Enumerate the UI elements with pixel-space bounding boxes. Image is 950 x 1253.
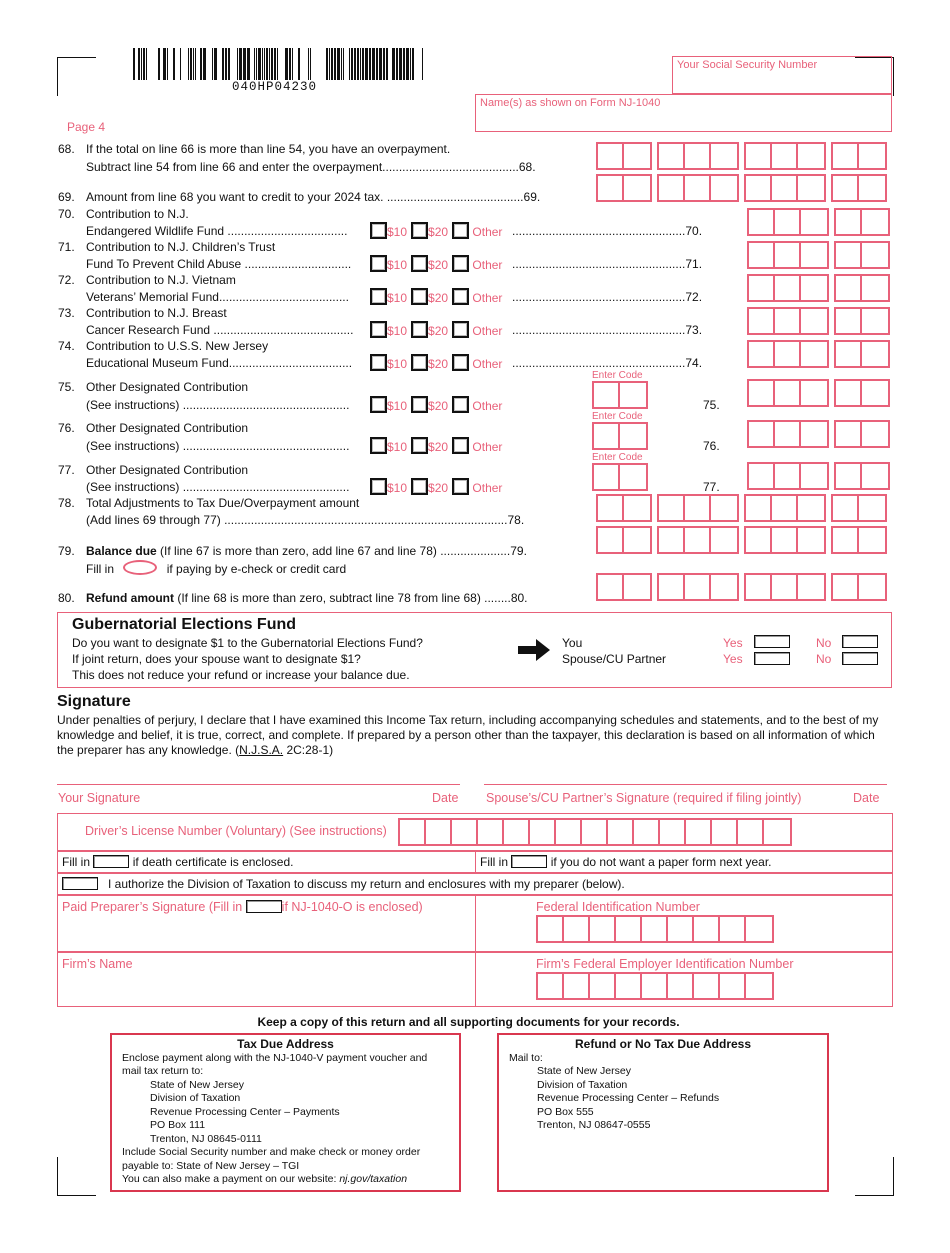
paper-form-box[interactable]: [511, 855, 547, 868]
digit-cell[interactable]: [538, 974, 564, 998]
barcode-bar: [308, 48, 309, 80]
crop-mark-bottom-right: [855, 1157, 894, 1196]
gef-title: Gubernatorial Elections Fund: [72, 616, 297, 633]
barcode-bar: [225, 48, 227, 80]
digit-cell[interactable]: [556, 820, 582, 844]
line-72-text2: Veterans’ Memorial Fund.......................................: [86, 290, 349, 304]
line-74-text2: Educational Museum Fund.....................................: [86, 356, 353, 370]
barcode-bar: [239, 48, 242, 80]
barcode-bar: [362, 48, 364, 80]
digit-cell[interactable]: [634, 820, 660, 844]
barcode-bar: [203, 48, 206, 80]
drivers-license-input[interactable]: [398, 818, 797, 846]
barcode-bar: [379, 48, 382, 80]
line-80-amount[interactable]: [596, 573, 892, 601]
checkbox-other[interactable]: [452, 437, 469, 454]
line-79-number: 79.: [58, 544, 75, 558]
barcode-bar: [167, 48, 168, 80]
line-74-amount[interactable]: [747, 340, 895, 368]
digit-cell[interactable]: [668, 974, 694, 998]
gef-q2: If joint return, does your spouse want to designate $1?: [72, 652, 361, 666]
barcode-bar: [138, 48, 140, 80]
digit-cell[interactable]: [694, 974, 720, 998]
line-72-number: 72.: [58, 273, 75, 287]
line-79-amount[interactable]: [596, 526, 892, 554]
your-date-label: Date: [432, 791, 459, 805]
barcode-bar: [360, 48, 361, 80]
page-label: Page 4: [67, 120, 106, 134]
digit-cell[interactable]: [642, 974, 668, 998]
barcode-bar: [247, 48, 250, 80]
gef-no-1: No: [816, 636, 832, 650]
authorize-text: I authorize the Division of Taxation to discuss my return and enclosures with my preparer (below).: [62, 877, 625, 891]
tax-due-line1: Enclose payment along with the NJ-1040-V payment voucher and: [122, 1051, 428, 1064]
line-77-enter-code-label: Enter Code: [592, 452, 643, 463]
gef-spouse-yes-box[interactable]: [754, 652, 790, 665]
checkbox-20[interactable]: [411, 255, 428, 272]
line-80-text: Refund amount (If line 68 is more than zero, subtract line 78 from line 68) ........80.: [86, 591, 528, 605]
line-77-options[interactable]: $10 $20 Other: [370, 478, 506, 495]
checkbox-10[interactable]: [370, 321, 387, 338]
barcode-bar: [173, 48, 175, 80]
barcode-bar: [369, 48, 371, 80]
drivers-license-label: Driver’s License Number (Voluntary) (See instructions): [85, 824, 387, 838]
tax-due-addr5: Trenton, NJ 08645-0111: [150, 1132, 262, 1145]
firm-fein-label: Firm’s Federal Employer Identification Number: [536, 957, 794, 971]
barcode-bar: [243, 48, 246, 80]
line-75-amount[interactable]: [747, 379, 895, 407]
digit-cell[interactable]: [478, 820, 504, 844]
line-76-enter-code-label: Enter Code: [592, 411, 643, 422]
digit-cell[interactable]: [712, 820, 738, 844]
checkbox-20[interactable]: [411, 396, 428, 413]
line-73-amount[interactable]: [747, 307, 895, 335]
barcode-bar: [337, 48, 340, 80]
barcode-bar: [298, 48, 300, 80]
digit-cell[interactable]: [746, 974, 772, 998]
line-76-text2: (See instructions) ..................................................: [86, 439, 350, 453]
checkbox-20[interactable]: [411, 222, 428, 239]
barcode-bar: [254, 48, 255, 80]
barcode-bar: [195, 48, 196, 80]
line-79-text: [86, 544, 527, 558]
line-77-amount[interactable]: [747, 462, 895, 490]
preparer-signature-label[interactable]: Paid Preparer’s Signature (Fill in if NJ-1040-O is enclosed): [62, 900, 423, 914]
barcode-bar: [193, 48, 194, 80]
line-73-end: ....................................................73.: [512, 323, 703, 337]
line-69-amount[interactable]: [596, 174, 892, 202]
line-77-text2: (See instructions) ..................................................: [86, 480, 350, 494]
line-69-number: 69.: [58, 190, 75, 204]
digit-cell[interactable]: [608, 820, 634, 844]
checkbox-other[interactable]: [452, 288, 469, 305]
barcode-bar: [326, 48, 328, 80]
firm-fein-input[interactable]: [536, 972, 779, 1000]
tax-due-address-box: [110, 1033, 461, 1192]
digit-cell[interactable]: [452, 820, 478, 844]
barcode-bar: [406, 48, 409, 80]
perjury-declaration: Under penalties of perjury, I declare that I have examined this Income Tax return, including accompanying schedules and statements, and to the best of my knowledge and belief, it is true, correct, and complete. If prepared by a person other than the taxpayer, this declaration is based on all information of which the preparer has any knowledge. (N.J.S.A. 2C:28-1): [57, 713, 879, 757]
your-signature-line: [57, 784, 460, 785]
line-71-end: ....................................................71.: [512, 257, 703, 271]
line-78-amount[interactable]: [596, 494, 892, 522]
checkbox-20[interactable]: [411, 321, 428, 338]
digit-cell[interactable]: [660, 820, 686, 844]
digit-cell[interactable]: [746, 917, 772, 941]
barcode-bar: [331, 48, 333, 80]
digit-cell[interactable]: [538, 917, 564, 941]
line-74-end: ....................................................74.: [512, 356, 703, 370]
gef-q1: Do you want to designate $1 to the Gubernatorial Elections Fund?: [72, 636, 423, 650]
balance-due-label: Balance due: [86, 544, 157, 558]
barcode-bar: [351, 48, 353, 80]
paper-form-row: [475, 851, 893, 873]
barcode-bar: [200, 48, 202, 80]
line-69-text: Amount from line 68 you want to credit to your 2024 tax. .........................................69.: [86, 190, 541, 204]
checkbox-other[interactable]: [452, 222, 469, 239]
checkbox-20[interactable]: [411, 437, 428, 454]
line-75-code[interactable]: [592, 381, 653, 409]
digit-cell[interactable]: [764, 820, 790, 844]
barcode-bar: [372, 48, 375, 80]
checkbox-20[interactable]: [411, 354, 428, 371]
line-78-text1: Total Adjustments to Tax Due/Overpayment amount: [86, 496, 360, 510]
line-70-text1: Contribution to N.J.: [86, 207, 189, 221]
refund-addr3: Revenue Processing Center – Refunds: [537, 1092, 720, 1104]
line-74-options[interactable]: $10 $20 Other: [370, 354, 506, 371]
gef-yes-2: Yes: [723, 652, 743, 666]
fein-row: [475, 895, 893, 952]
line-76-number: 76.: [58, 421, 75, 435]
barcode-bar: [262, 48, 263, 80]
line-70-number: 70.: [58, 207, 75, 221]
tax-due-line2: mail tax return to:: [122, 1065, 204, 1077]
gef-you-no-box[interactable]: [842, 635, 878, 648]
digit-cell[interactable]: [686, 820, 712, 844]
barcode-bar: [422, 48, 423, 80]
refund-addr4: PO Box 555: [537, 1105, 594, 1118]
checkbox-other[interactable]: [452, 354, 469, 371]
fein-label: Federal Identification Number: [536, 900, 700, 914]
barcode-bar: [212, 48, 213, 80]
barcode-bar: [133, 48, 135, 80]
checkbox-other[interactable]: [452, 396, 469, 413]
line-75-text1: Other Designated Contribution: [86, 380, 249, 394]
checkbox-10[interactable]: [370, 478, 387, 495]
barcode: [133, 48, 429, 80]
barcode-bar: [357, 48, 359, 80]
barcode-bar: [376, 48, 378, 80]
line-72-text1: Contribution to N.J. Vietnam: [86, 273, 236, 287]
death-cert-box[interactable]: [93, 855, 129, 868]
line-75-text2: (See instructions) ..................................................: [86, 398, 350, 412]
barcode-bar: [180, 48, 181, 80]
line-75-options[interactable]: $10 $20 Other: [370, 396, 506, 413]
paper-form-text: Fill in if you do not want a paper form next year.: [480, 855, 772, 869]
line-76-code[interactable]: [592, 422, 653, 450]
drivers-license-row: [57, 813, 893, 851]
refund-addr2: Division of Taxation: [537, 1078, 628, 1091]
barcode-bar: [237, 48, 238, 80]
barcode-bar: [146, 48, 147, 80]
gef-yes-1: Yes: [723, 636, 743, 650]
checkbox-10[interactable]: [370, 255, 387, 272]
checkbox-10[interactable]: [370, 222, 387, 239]
digit-cell[interactable]: [642, 917, 668, 941]
spouse-signature-line: [484, 784, 887, 785]
barcode-bar: [271, 48, 273, 80]
signature-title: Signature: [57, 693, 131, 710]
line-76-text1: Other Designated Contribution: [86, 421, 249, 435]
crop-mark-bottom-left: [57, 1157, 96, 1196]
line-77-code[interactable]: [592, 463, 653, 491]
line-75-number: 75.: [58, 380, 75, 394]
crop-mark-top-left: [57, 57, 96, 96]
refund-addr1: State of New Jersey: [537, 1065, 631, 1077]
barcode-bar: [341, 48, 342, 80]
digit-cell[interactable]: [616, 974, 642, 998]
gef-you-yes-box[interactable]: [754, 635, 790, 648]
gef-you-label: You: [562, 636, 583, 650]
barcode-bar: [188, 48, 189, 80]
digit-cell[interactable]: [564, 917, 590, 941]
barcode-bar: [412, 48, 414, 80]
echeck-oval[interactable]: [123, 560, 157, 575]
barcode-bar: [310, 48, 311, 80]
barcode-bar: [285, 48, 288, 80]
tax-due-line3: Include Social Security number and make check or money order: [122, 1146, 421, 1158]
barcode-bar: [264, 48, 265, 80]
barcode-bar: [403, 48, 405, 80]
line-71-text2: Fund To Prevent Child Abuse ................................: [86, 257, 352, 271]
tax-due-addr2: Division of Taxation: [150, 1092, 241, 1104]
firm-fein-row: [475, 952, 893, 1007]
digit-cell[interactable]: [694, 917, 720, 941]
barcode-bar: [289, 48, 291, 80]
barcode-bar: [343, 48, 344, 80]
barcode-bar: [258, 48, 261, 80]
line-68-text2: Subtract line 54 from line 66 and enter the overpayment.........................................68.: [86, 160, 536, 174]
firm-name-row: [57, 952, 476, 1007]
digit-cell[interactable]: [668, 917, 694, 941]
refund-address-box: [497, 1033, 829, 1192]
digit-cell[interactable]: [582, 820, 608, 844]
line-72-end: ....................................................72.: [512, 290, 703, 304]
line-73-options[interactable]: $10 $20 Other: [370, 321, 506, 338]
checkbox-other[interactable]: [452, 321, 469, 338]
arrow-right-icon: [518, 639, 550, 661]
line-79-fill: Fill in if paying by e-check or credit card: [86, 562, 347, 576]
line-70-text2: Endangered Wildlife Fund ....................................: [86, 224, 348, 238]
barcode-bar: [256, 48, 257, 80]
line-78-text2: (Add lines 69 through 77) .....................................................................................78.: [86, 513, 525, 527]
line-74-number: 74.: [58, 339, 75, 353]
line-75-end: 75.: [703, 398, 720, 412]
checkbox-10[interactable]: [370, 396, 387, 413]
digit-cell[interactable]: [400, 820, 426, 844]
barcode-bar: [349, 48, 350, 80]
line-73-number: 73.: [58, 306, 75, 320]
barcode-bar: [392, 48, 395, 80]
line-72-amount[interactable]: [747, 274, 895, 302]
line-68-amount[interactable]: [596, 142, 892, 170]
barcode-bar: [141, 48, 142, 80]
gef-q3: This does not reduce your refund or increase your balance due.: [72, 668, 410, 682]
checkbox-20[interactable]: [411, 478, 428, 495]
checkbox-other[interactable]: [452, 478, 469, 495]
checkbox-other[interactable]: [452, 255, 469, 272]
digit-cell[interactable]: [720, 974, 746, 998]
barcode-bar: [190, 48, 192, 80]
barcode-text: 040HP04230: [232, 80, 318, 94]
line-77-text1: Other Designated Contribution: [86, 463, 249, 477]
line-75-enter-code-label: Enter Code: [592, 370, 643, 381]
nj1040o-box[interactable]: [246, 900, 282, 913]
gef-no-2: No: [816, 652, 832, 666]
names-field[interactable]: [475, 94, 892, 132]
line-79-desc: (If line 67 is more than zero, add line 67 and line 78) .....................79.: [156, 544, 527, 558]
website-link[interactable]: nj.gov/taxation: [339, 1173, 408, 1185]
ssn-field[interactable]: [672, 56, 892, 94]
line-70-options[interactable]: $10 $20 Other: [370, 222, 506, 239]
digit-cell[interactable]: [426, 820, 452, 844]
tax-due-addr3: Revenue Processing Center – Payments: [150, 1105, 340, 1118]
authorize-box[interactable]: [62, 877, 98, 890]
barcode-bar: [292, 48, 293, 80]
gef-spouse-no-box[interactable]: [842, 652, 878, 665]
tax-due-line5: You can also make a payment on our website: nj.gov/taxation: [122, 1173, 408, 1185]
digit-cell[interactable]: [504, 820, 530, 844]
checkbox-20[interactable]: [411, 288, 428, 305]
refund-addr5: Trenton, NJ 08647-0555: [537, 1119, 651, 1131]
line-76-options[interactable]: $10 $20 Other: [370, 437, 506, 454]
digit-cell[interactable]: [720, 917, 746, 941]
line-76-end: 76.: [703, 439, 720, 453]
gubernatorial-fund-box: [57, 612, 892, 688]
digit-cell[interactable]: [564, 974, 590, 998]
digit-cell[interactable]: [530, 820, 556, 844]
checkbox-10[interactable]: [370, 437, 387, 454]
line-72-options[interactable]: $10 $20 Other: [370, 288, 506, 305]
names-label: Name(s) as shown on Form NJ-1040: [480, 97, 661, 109]
tax-due-line4: payable to: State of New Jersey – TGI: [122, 1159, 300, 1172]
barcode-bar: [163, 48, 166, 80]
firm-name-label[interactable]: Firm’s Name: [62, 957, 133, 971]
digit-cell[interactable]: [590, 974, 616, 998]
barcode-bar: [222, 48, 224, 80]
checkbox-10[interactable]: [370, 354, 387, 371]
spouse-signature-label[interactable]: Spouse’s/CU Partner’s Signature (required if filing jointly): [486, 791, 802, 805]
spouse-date-label: Date: [853, 791, 880, 805]
death-cert-text: Fill in if death certificate is enclosed.: [62, 855, 294, 869]
barcode-bar: [383, 48, 385, 80]
line-71-text1: Contribution to N.J. Children’s Trust: [86, 240, 276, 254]
tax-due-title: Tax Due Address: [237, 1037, 334, 1051]
your-signature-label[interactable]: Your Signature: [58, 791, 141, 805]
ssn-label: Your Social Security Number: [677, 59, 818, 71]
line-74-text1: Contribution to U.S.S. New Jersey: [86, 339, 269, 353]
tax-due-addr1: State of New Jersey: [150, 1078, 244, 1091]
line-77-number: 77.: [58, 463, 75, 477]
line-80-number: 80.: [58, 591, 75, 605]
gef-spouse-label: Spouse/CU Partner: [562, 652, 667, 666]
barcode-bar: [410, 48, 411, 80]
checkbox-10[interactable]: [370, 288, 387, 305]
line-71-options[interactable]: $10 $20 Other: [370, 255, 506, 272]
fein-input[interactable]: [536, 915, 779, 943]
barcode-bar: [228, 48, 230, 80]
barcode-bar: [143, 48, 145, 80]
death-cert-row: [57, 851, 476, 873]
barcode-bar: [365, 48, 368, 80]
line-68-text1: If the total on line 66 is more than line 54, you have an overpayment.: [86, 142, 451, 156]
keep-copy-note: Keep a copy of this return and all supporting documents for your records.: [257, 1015, 680, 1029]
line-70-end: ....................................................70.: [512, 224, 703, 238]
barcode-bar: [269, 48, 270, 80]
refund-line1: Mail to:: [509, 1051, 543, 1064]
line-76-amount[interactable]: [747, 420, 895, 448]
barcode-bar: [354, 48, 356, 80]
barcode-bar: [158, 48, 160, 80]
barcode-bar: [386, 48, 388, 80]
line-77-end: 77.: [703, 480, 720, 494]
digit-cell[interactable]: [590, 917, 616, 941]
barcode-bar: [396, 48, 398, 80]
barcode-bar: [274, 48, 276, 80]
line-71-number: 71.: [58, 240, 75, 254]
line-71-amount[interactable]: [747, 241, 895, 269]
barcode-bar: [266, 48, 268, 80]
line-78-number: 78.: [58, 496, 75, 510]
barcode-bar: [399, 48, 402, 80]
barcode-bar: [334, 48, 336, 80]
digit-cell[interactable]: [616, 917, 642, 941]
refund-amount-label: Refund amount: [86, 591, 174, 605]
barcode-bar: [329, 48, 330, 80]
barcode-bar: [214, 48, 217, 80]
digit-cell[interactable]: [738, 820, 764, 844]
refund-title: Refund or No Tax Due Address: [574, 1037, 752, 1051]
preparer-row: [57, 895, 476, 952]
authorize-row: [57, 873, 893, 895]
barcode-bar: [277, 48, 278, 80]
line-68-number: 68.: [58, 142, 75, 156]
line-73-text2: Cancer Research Fund ..........................................: [86, 323, 354, 337]
line-73-text1: Contribution to N.J. Breast: [86, 306, 227, 320]
tax-due-addr4: PO Box 111: [150, 1119, 206, 1131]
line-70-amount[interactable]: [747, 208, 895, 236]
